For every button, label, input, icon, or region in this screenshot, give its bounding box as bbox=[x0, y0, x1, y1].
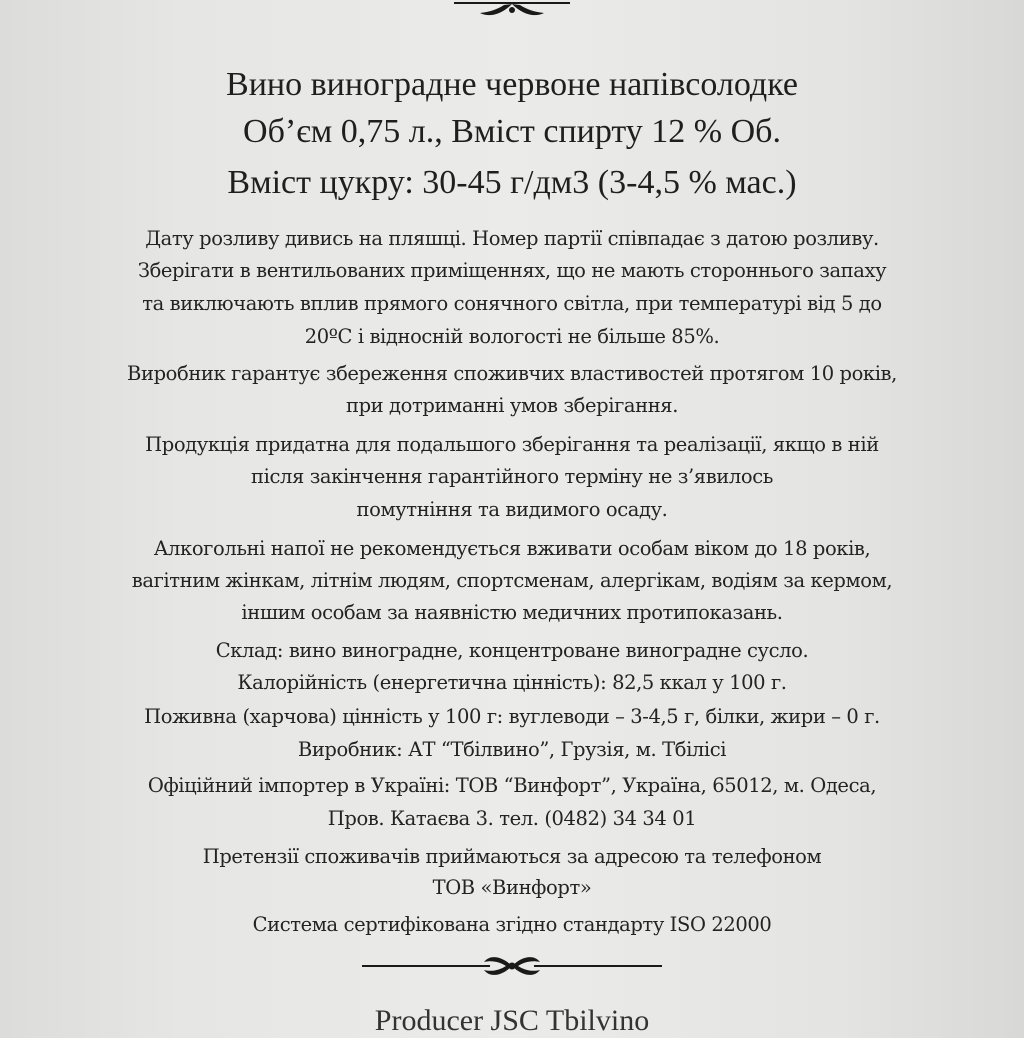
flourish-divider-icon bbox=[362, 0, 662, 24]
body-line: іншим особам за наявністю медичних протипоказань. bbox=[241, 601, 783, 624]
body-line: Склад: вино виноградне, концентроване виноградне сусло. bbox=[215, 639, 809, 662]
body-line: 20ºС і відносній вологості не більше 85%. bbox=[304, 325, 720, 348]
body-line: ТОВ «Винфорт» bbox=[432, 876, 592, 899]
body-line: Дату розливу дивись на пляшці. Номер партії співпадає з датою розливу. bbox=[145, 227, 879, 250]
body-line: та виключають вплив прямого сонячного світла, при температурі від 5 до bbox=[142, 292, 882, 315]
body-line: Зберігати в вентильованих приміщеннях, що не мають стороннього запаху bbox=[137, 259, 887, 282]
body-line: вагітним жінкам, літнім людям, спортсменам, алергікам, водіям за кермом, bbox=[131, 569, 893, 592]
body-line: Калорійність (енергетична цінність): 82,5 ккал у 100 г. bbox=[237, 671, 787, 694]
body-line: Виробник гарантує збереження споживчих властивостей протягом 10 років, bbox=[127, 362, 897, 385]
flourish-divider-icon bbox=[362, 956, 662, 980]
body-line: Пров. Катаєва 3. тел. (0482) 34 34 01 bbox=[327, 807, 697, 830]
body-line: Система сертифікована згідно стандарту ISO 22000 bbox=[252, 913, 772, 936]
body-line: при дотриманні умов зберігання. bbox=[345, 394, 679, 417]
body-line: Виробник: АТ “Тбілвино”, Грузія, м. Тбілісі bbox=[297, 738, 727, 761]
body-line: Офіційний імпортер в Україні: ТОВ “Винфорт”, Україна, 65012, м. Одеса, bbox=[147, 774, 877, 797]
body-line: Алкогольні напої не рекомендується вживати особам віком до 18 років, bbox=[153, 537, 871, 560]
product-title: Вино виноградне червоне напівсолодке bbox=[226, 66, 798, 103]
body-line: Поживна (харчова) цінність у 100 г: вуглеводи – 3-4,5 г, білки, жири – 0 г. bbox=[144, 705, 880, 728]
body-line: Продукція придатна для подальшого зберігання та реалізації, якщо в ній bbox=[145, 433, 879, 456]
body-line: Претензії споживачів приймаються за адресою та телефоном bbox=[202, 845, 822, 868]
producer-english-text: Producer JSC Tbilvino bbox=[374, 1004, 650, 1037]
body-line: помутніння та видимого осаду. bbox=[356, 498, 668, 521]
sugar-content: Вміст цукру: 30-45 г/дм3 (3-4,5 % мас.) bbox=[227, 164, 797, 201]
volume-alcohol: Об’єм 0,75 л., Вміст спирту 12 % Об. bbox=[243, 113, 781, 150]
body-line: після закінчення гарантійного терміну не з’явилось bbox=[251, 465, 773, 488]
